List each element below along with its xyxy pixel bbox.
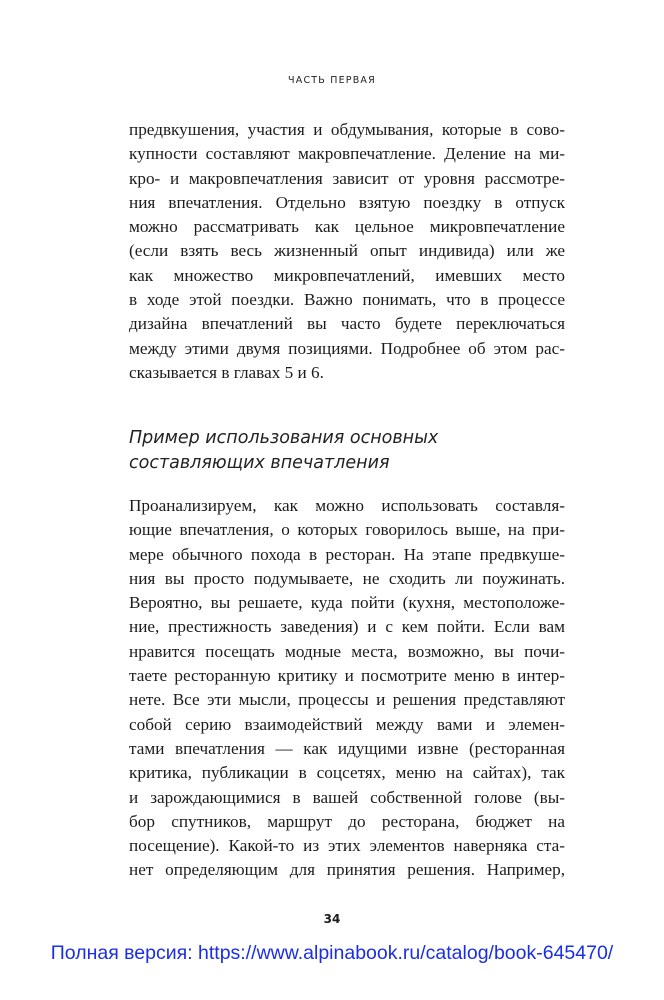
paragraph-line: Проанализируем, как можно использовать составля- [129, 496, 565, 515]
paragraph-line: купности составляют макровпечатление. Деление на ми- [129, 144, 565, 164]
paragraph-line: ния впечатления. Отдельно взятую поездку в отпуск [129, 192, 565, 212]
paragraph-line: тами впечатления — как идущими извне (ресторанная [129, 738, 565, 758]
paragraph-line: предвкушения, участия и обдумывания, которые в сово- [129, 120, 565, 139]
paragraph-line: как множество микровпечатлений, имевших место [129, 265, 565, 285]
paragraph-line: дизайна впечатлений вы часто будете переключаться [129, 314, 565, 334]
paragraph-line: в ходе этой поездки. Важно понимать, что в процессе [129, 290, 565, 310]
body-paragraph-1 [129, 118, 565, 385]
paragraph-line: (если взять весь жизненный опыт индивида) или же [129, 241, 565, 261]
paragraph-line: нравится посещать модные места, возможно, вы почи- [129, 641, 565, 661]
paragraph-line: кро- и макровпечатления зависит от уровня рассмотре- [129, 168, 565, 188]
page-number: 34 [323, 912, 341, 926]
paragraph-line: ющие впечатления, о которых говорилось выше, на при- [129, 520, 565, 540]
running-head: ЧАСТЬ ПЕРВАЯ [288, 75, 376, 86]
heading-line: Пример использования основных [129, 428, 439, 448]
paragraph-line: нет определяющим для принятия решения. Например, [129, 860, 565, 880]
paragraph-line: Вероятно, вы решаете, куда пойти (кухня, местоположе- [129, 593, 565, 613]
body-paragraph-2 [129, 494, 565, 883]
paragraph-line: посещение). Какой-то из этих элементов наверняка ста- [129, 836, 565, 856]
paragraph-line: и зарождающимися в вашей собственной голове (вы- [129, 787, 565, 807]
paragraph-line: можно рассматривать как цельное микровпечатление [129, 217, 565, 237]
paragraph-line: мере обычного похода в ресторан. На этапе предвкуше- [129, 544, 565, 564]
paragraph-line: нете. Все эти мысли, процессы и решения представляют [129, 690, 565, 710]
paragraph-line: бор спутников, маршрут до ресторана, бюджет на [129, 811, 565, 831]
paragraph-line: между этими двумя позициями. Подробнее об этом рас- [129, 338, 565, 358]
paragraph-line: таете ресторанную критику и посмотрите меню в интер- [129, 666, 565, 686]
section-heading [129, 426, 565, 476]
paragraph-line: критика, публикации в соцсетях, меню на сайтах), так [129, 763, 565, 783]
paragraph-line: ния вы просто подумываете, не сходить ли поужинать. [129, 568, 565, 588]
paragraph-line: сказывается в главах 5 и 6. [129, 362, 324, 382]
full-version-link[interactable]: Полная версия: https://www.alpinabook.ru/catalog/book-645470/ [50, 942, 614, 964]
heading-line: составляющих впечатления [129, 453, 390, 473]
paragraph-line: собой серию взаимодействий между вами и элемен- [129, 714, 565, 734]
paragraph-line: ние, престижность заведения) и с кем пойти. Если вам [129, 617, 565, 637]
